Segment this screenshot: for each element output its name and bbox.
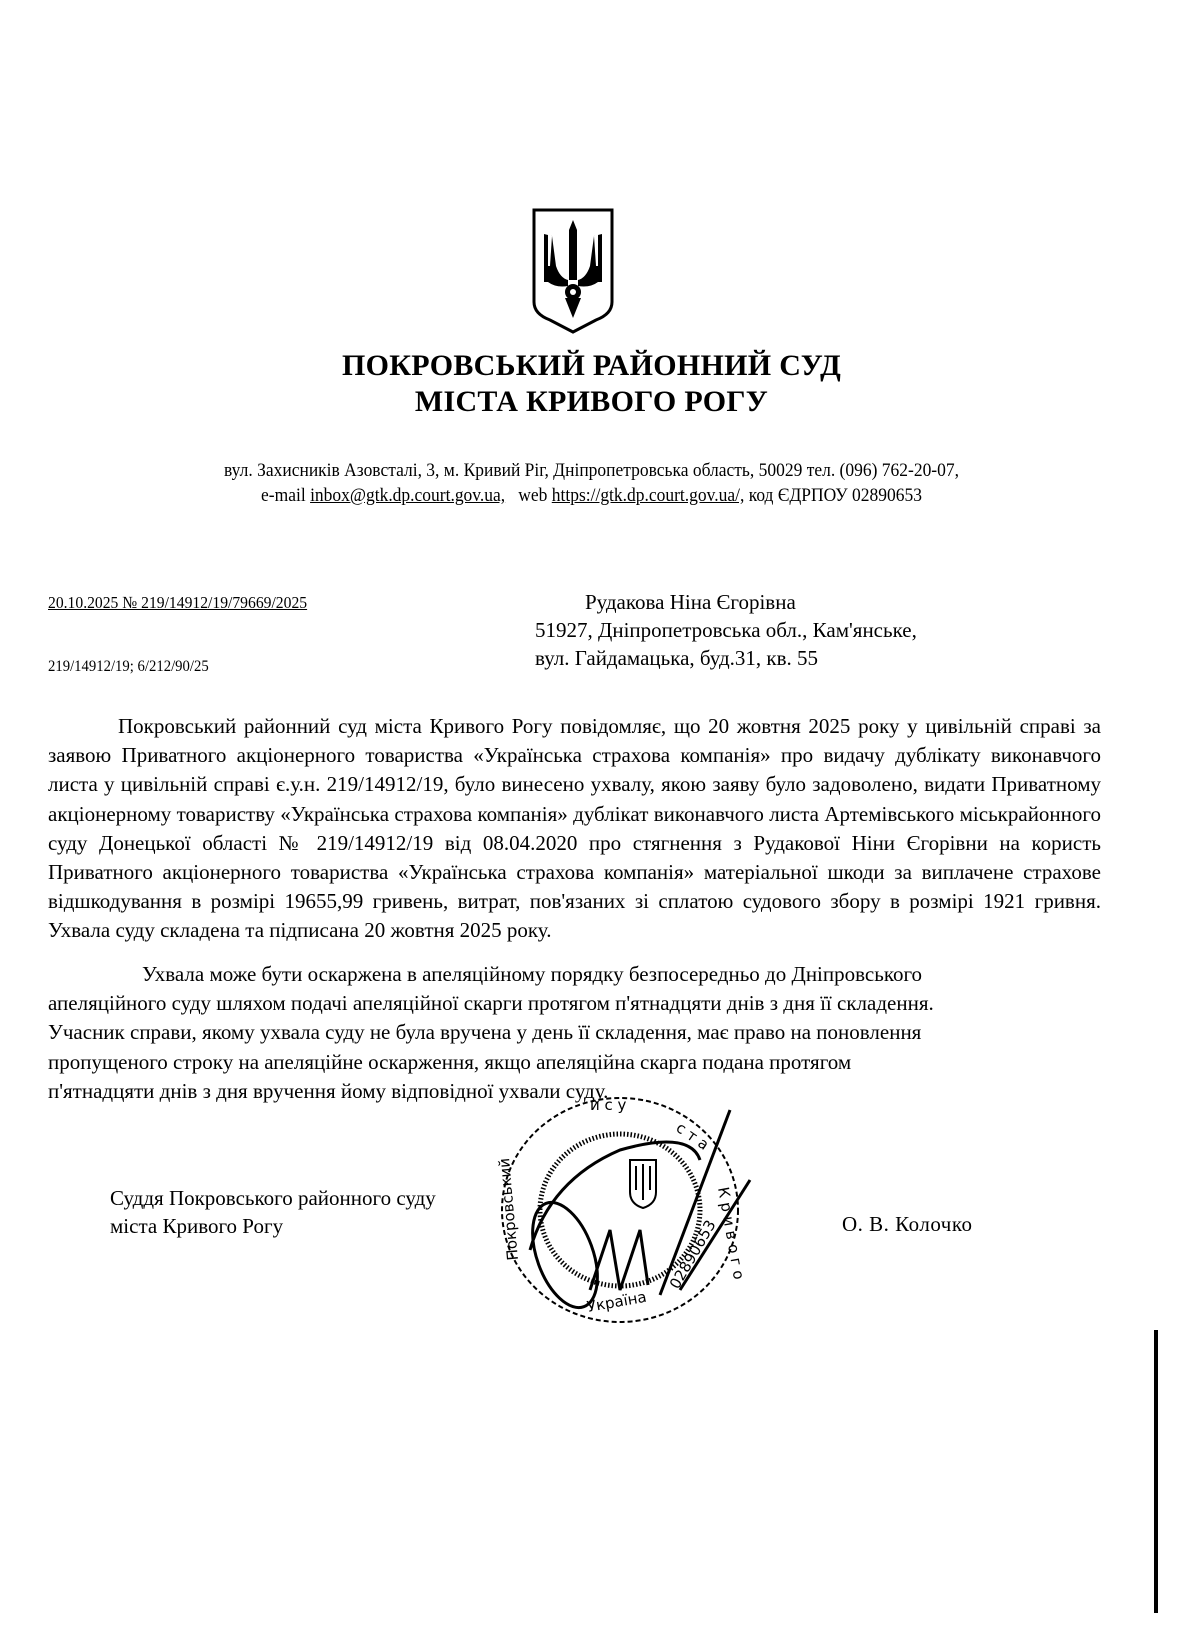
appeal-line: п'ятнадцяти днів з дня вручення йому відповідної ухвали суду.: [48, 1078, 609, 1103]
court-name-line2: МІСТА КРИВОГО РОГУ: [414, 385, 769, 418]
recipient-address-line2: вул. Гайдамацька, буд.31, кв. 55: [535, 646, 819, 670]
judge-position: [110, 1184, 436, 1240]
svg-text:Покровський: Покровський: [495, 1157, 522, 1262]
appeal-line: Ухвала може бути оскаржена в апеляційному порядку безпосередньо до Дніпровського: [142, 962, 923, 986]
court-name-line1: ПОКРОВСЬКИЙ РАЙОННИЙ СУД: [341, 349, 842, 382]
email-link[interactable]: inbox@gtk.dp.court.gov.ua,: [310, 485, 506, 506]
scan-edge-line: [1154, 1330, 1158, 1613]
appeal-line: пропущеного строку на апеляційне оскарження, якщо апеляційна скарга подана протягом: [48, 1049, 852, 1074]
recipient-name: Рудакова Ніна Єгорівна: [585, 590, 796, 614]
notice-paragraph: Покровський районний суд міста Кривого Рогу повідомляє, що 20 жовтня 2025 року у цивільній справі за заявою Приватного акціонерного товариства «Українська страхова компанія» про видачу дублікату виконавчого листа у цивільній справі є.у.н. 219/14912/19, було винесено ухвалу, якою заяву було задоволено, видати Приватному акціонерному товариству «Українська страхова компанія» дублікат виконавчого листа Артемівського міськрайонного суду Донецької області № 219/14912/19 від 08.04.2020 про стягнення з Рудакової Ніни Єгорівни на користь Приватного акціонерного товариства «Українська страхова компанія» матеріальної шкоди за виплачене страхове відшкодування в розмірі 19655,99 гривень, витрат, пов'язаних зі сплатою судового збору в розмірі 1921 гривня. Ухвала суду складена та підписана 20 жовтня 2025 року.: [48, 714, 1101, 943]
svg-text:К р и в о г о: К р и в о г о: [714, 1185, 749, 1281]
notice-body: [48, 712, 1101, 946]
judge-position-line2: міста Кривого Рогу: [110, 1214, 284, 1238]
court-contacts: [103, 458, 1081, 508]
svg-text:с т а: с т а: [672, 1118, 713, 1154]
court-name-heading: [0, 348, 1183, 420]
web-label: web: [518, 485, 548, 506]
judge-position-line1: Суддя Покровського районного суду: [110, 1186, 436, 1210]
svg-text:Україна: Україна: [585, 1287, 648, 1316]
outgoing-reference: [48, 593, 307, 613]
email-label: e-mail: [261, 485, 306, 506]
ukraine-trident-icon: [530, 206, 616, 336]
appeal-line: апеляційного суду шляхом подачі апеляційної скарги протягом п'ятнадцяти днів з дня її складення.: [48, 991, 934, 1016]
svg-text:и с у: и с у: [590, 1096, 627, 1114]
outgoing-number: 20.10.2025 № 219/14912/19/79669/2025: [48, 593, 308, 612]
web-link[interactable]: https://gtk.dp.court.gov.ua/,: [551, 485, 745, 506]
court-seal-stamp-icon: [470, 1080, 770, 1330]
court-address: вул. Захисників Азовсталі, 3, м. Кривий Ріг, Дніпропетровська область, 50029 тел. (096) 762-20-07,: [224, 460, 959, 481]
case-numbers: 219/14912/19; 6/212/90/25: [48, 658, 209, 675]
recipient-address-line1: 51927, Дніпропетровська обл., Кам'янське,: [535, 618, 917, 642]
signature-icon: [520, 1110, 750, 1316]
judge-name: О. В. Колочко: [842, 1212, 973, 1236]
appeal-line: Учасник справи, якому ухвала суду не була вручена у день її складення, має право на поновлення: [48, 1020, 922, 1045]
recipient-block: [535, 588, 917, 672]
svg-text:02890653: 02890653: [665, 1216, 720, 1292]
edrpou-code: код ЄДРПОУ 02890653: [748, 485, 922, 506]
